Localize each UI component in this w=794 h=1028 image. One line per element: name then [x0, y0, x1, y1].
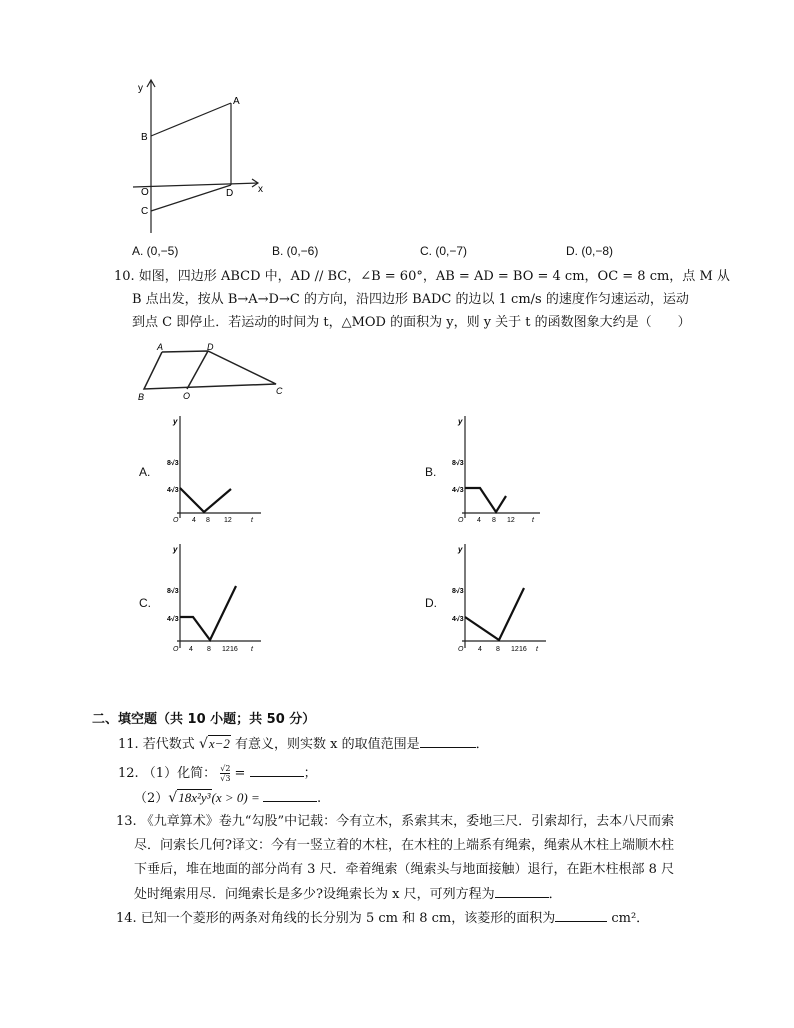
function-curve [180, 488, 231, 512]
q10-quadrilateral-figure [136, 340, 296, 404]
q10-option-a-label: A. [139, 465, 151, 479]
q10-option-d-label: D. [425, 596, 437, 610]
tick-y2: 4√3 [452, 487, 464, 494]
q13-line2: 尽．问索长几何?译文：今有一竖立着的木柱，在木柱的上端系有绳索，绳索从木柱上端顺木柱 [134, 838, 674, 853]
tick-y1: 8√3 [167, 588, 179, 595]
q9-option-b: B. (0,−6) [272, 244, 319, 258]
q12-pre2: （2） [134, 791, 169, 806]
fraction-denominator: √3 [220, 774, 231, 783]
q12-answer-blank-2[interactable] [263, 789, 317, 802]
fig-point-B: B [138, 392, 145, 402]
q10-option-a-graph [165, 410, 265, 530]
q11-expr: x−2 [208, 736, 230, 751]
quad-outline [144, 351, 276, 389]
tick-y1: 8√3 [452, 588, 464, 595]
point-A-label: A [233, 96, 240, 107]
q14-answer-blank[interactable] [555, 909, 607, 922]
q9-coordinate-graph [125, 78, 275, 238]
tick-8: 8 [496, 646, 500, 653]
function-curve [180, 586, 236, 640]
q13-end: ． [548, 887, 562, 902]
x-axis [133, 183, 258, 187]
origin-label: O [141, 187, 149, 198]
q11-radical: √ [198, 736, 208, 752]
tick-4: 4 [192, 517, 196, 524]
q12-cond: (x > 0) = [211, 790, 264, 805]
tick-12: 12 [224, 517, 232, 524]
q12-part1 [118, 764, 317, 783]
t-label: t [532, 517, 534, 524]
q10-option-c-label: C. [139, 596, 151, 610]
section-2-title: 二、填空题（共 10 小题；共 50 分） [92, 712, 316, 727]
origin: O [173, 517, 179, 524]
tick-y2: 4√3 [452, 616, 464, 623]
tick-12: 12 [511, 646, 519, 653]
tick-12: 12 [507, 517, 515, 524]
segment-DO [187, 351, 208, 389]
q9-option-d: D. (0,−8) [566, 244, 614, 258]
q12-eq: = [230, 766, 250, 781]
q13-line3: 下垂后，堆在地面的部分尚有 3 尺．牵着绳索（绳索头与地面接触）退行，在距木柱根部 8 尺 [134, 862, 675, 877]
q13-line4 [134, 885, 562, 904]
q12-part2 [134, 789, 321, 808]
q10-option-c-graph [165, 538, 265, 660]
tick-8: 8 [206, 517, 210, 524]
tick-y2: 4√3 [167, 487, 179, 494]
q11-pre: 11. 若代数式 [118, 737, 199, 752]
point-D-label: D [226, 188, 234, 199]
tick-16: 16 [519, 646, 527, 653]
q10-text-line1: 10. 如图，四边形 ABCD 中，AD // BC，∠B = 60°，AB = AD = BO = 4 cm，OC = 8 cm，点 M 从 [114, 269, 730, 284]
origin: O [458, 517, 464, 524]
fig-point-D: D [207, 342, 214, 352]
x-axis-label: x [258, 184, 263, 195]
fig-point-A: A [157, 342, 164, 352]
q13-line4-text: 处时绳索用尽．问绳索长是多少?设绳索长为 x 尺，可列方程为 [134, 887, 495, 902]
y-label: y [173, 417, 178, 426]
t-label: t [251, 646, 253, 653]
q10-option-b-graph [450, 410, 550, 530]
tick-y2: 4√3 [167, 616, 179, 623]
q11-post: 有意义，则实数 x 的取值范围是 [230, 737, 420, 752]
tick-12: 12 [222, 646, 230, 653]
q13-line1: 13. 《九章算术》卷九“勾股”中记载：今有立木，系索其末，委地三尺．引索却行，去本八尺而索 [116, 814, 675, 829]
q12-end1: ； [303, 766, 317, 781]
q11-end: ． [475, 737, 489, 752]
function-curve [465, 588, 524, 640]
t-label: t [251, 517, 253, 524]
q12-end2: . [317, 791, 322, 806]
q11-answer-blank[interactable] [420, 735, 476, 748]
point-C-label: C [141, 206, 149, 217]
q11 [118, 735, 489, 754]
fig-point-C: C [276, 386, 283, 396]
y-axis-label: y [138, 83, 143, 94]
tick-8: 8 [492, 517, 496, 524]
q10-option-b-label: B. [425, 465, 437, 479]
tick-16: 16 [230, 646, 238, 653]
tick-4: 4 [478, 646, 482, 653]
tick-y1: 8√3 [452, 460, 464, 467]
q14-text: 14. 已知一个菱形的两条对角线的长分别为 5 cm 和 8 cm，该菱形的面积为 [116, 911, 556, 926]
q12-fraction [220, 764, 230, 783]
q14-unit: cm²． [607, 911, 650, 926]
y-label: y [458, 417, 463, 426]
point-B-label: B [141, 132, 148, 143]
function-curve [465, 488, 506, 512]
segment-BA [151, 103, 231, 136]
segment-CD [151, 185, 234, 211]
q12-expr2: 18x²y³ [178, 790, 211, 805]
tick-y1: 8√3 [167, 460, 179, 467]
q10-text-line3: 到点 C 即停止．若运动的时间为 t，△MOD 的面积为 y，则 y 关于 t 的函数图象大约是（ ） [132, 315, 691, 330]
tick-8: 8 [207, 646, 211, 653]
t-label: t [536, 646, 538, 653]
q12-answer-blank-1[interactable] [250, 764, 304, 777]
origin: O [458, 646, 464, 653]
tick-4: 4 [189, 646, 193, 653]
q14 [116, 909, 649, 928]
fraction-numerator: √2 [220, 764, 231, 773]
y-label: y [458, 545, 463, 554]
origin: O [173, 646, 179, 653]
q13-answer-blank[interactable] [495, 885, 549, 898]
q12-pre: 12. （1）化简： [118, 766, 217, 781]
tick-4: 4 [477, 517, 481, 524]
q9-option-c: C. (0,−7) [420, 244, 468, 258]
q9-option-a: A. (0,−5) [132, 244, 179, 258]
y-label: y [173, 545, 178, 554]
q10-option-d-graph [450, 538, 550, 660]
q12-radical: √ [168, 790, 178, 806]
q10-text-line2: B 点出发，按从 B→A→D→C 的方向，沿四边形 BADC 的边以 1 cm/s 的速度作匀速运动，运动 [132, 292, 689, 307]
fig-point-O: O [183, 391, 191, 401]
